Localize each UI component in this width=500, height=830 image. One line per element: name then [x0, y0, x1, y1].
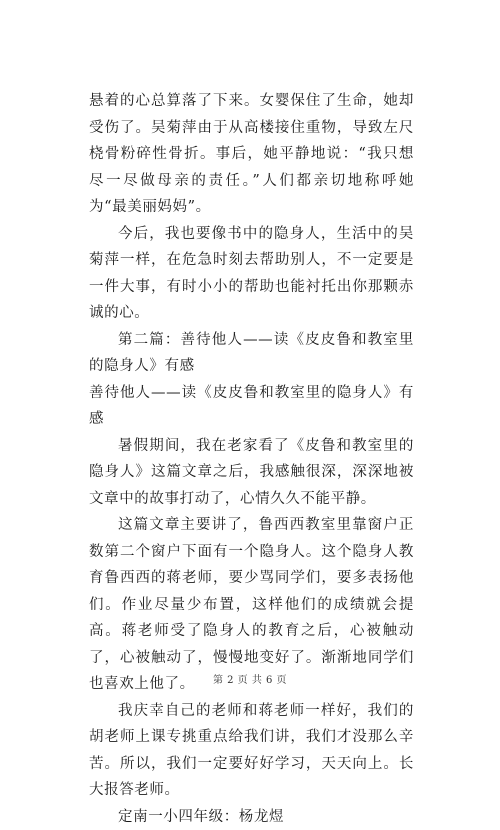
- paragraph-continuation: 悬着的心总算落了下来。女婴保住了生命，她却受伤了。吴菊萍由于从高楼接住重物，导致左尺桡骨粉碎性骨折。事后，她平静地说：“我只想尽一尽做母亲的责任。”人们都亲切地称呼她为“最美丽妈妈”。: [89, 88, 414, 221]
- page-number-footer: 第 2 页 共 6 页: [0, 671, 500, 686]
- paragraph-reflection: 我庆幸自己的老师和蒋老师一样好，我们的胡老师上课专挑重点给我们讲，我们才没那么辛苦。所以，我们一定要好好学习，天天向上。长大报答老师。: [89, 698, 414, 804]
- paragraph-intro: 暑假期间，我在老家看了《皮鲁和教室里的隐身人》这篇文章之后，我感触很深，深深地被文章中的故事打动了，心情久久不能平静。: [89, 433, 414, 513]
- article-title: 善待他人——读《皮皮鲁和教室里的隐身人》有感: [89, 380, 414, 433]
- paragraph-conclusion: 今后，我也要像书中的隐身人，生活中的吴菊萍一样，在危急时刻去帮助别人，不一定要是一件大事，有时小小的帮助也能衬托出你那颗赤诚的心。: [89, 221, 414, 327]
- section-heading: 第二篇：善待他人——读《皮皮鲁和教室里的隐身人》有感: [89, 327, 414, 380]
- author-signature: 定南一小四年级：杨龙煜: [89, 804, 414, 830]
- document-body: [89, 88, 414, 830]
- paragraph-summary: 这篇文章主要讲了，鲁西西教室里靠窗户正数第二个窗户下面有一个隐身人。这个隐身人教育鲁西西的蒋老师，要少骂同学们，要多表扬他们。作业尽量少布置，这样他们的成绩就会提高。蒋老师受了隐身人的教育之后，心被触动了，心被触动了，慢慢地变好了。渐渐地同学们也喜欢上他了。: [89, 512, 414, 698]
